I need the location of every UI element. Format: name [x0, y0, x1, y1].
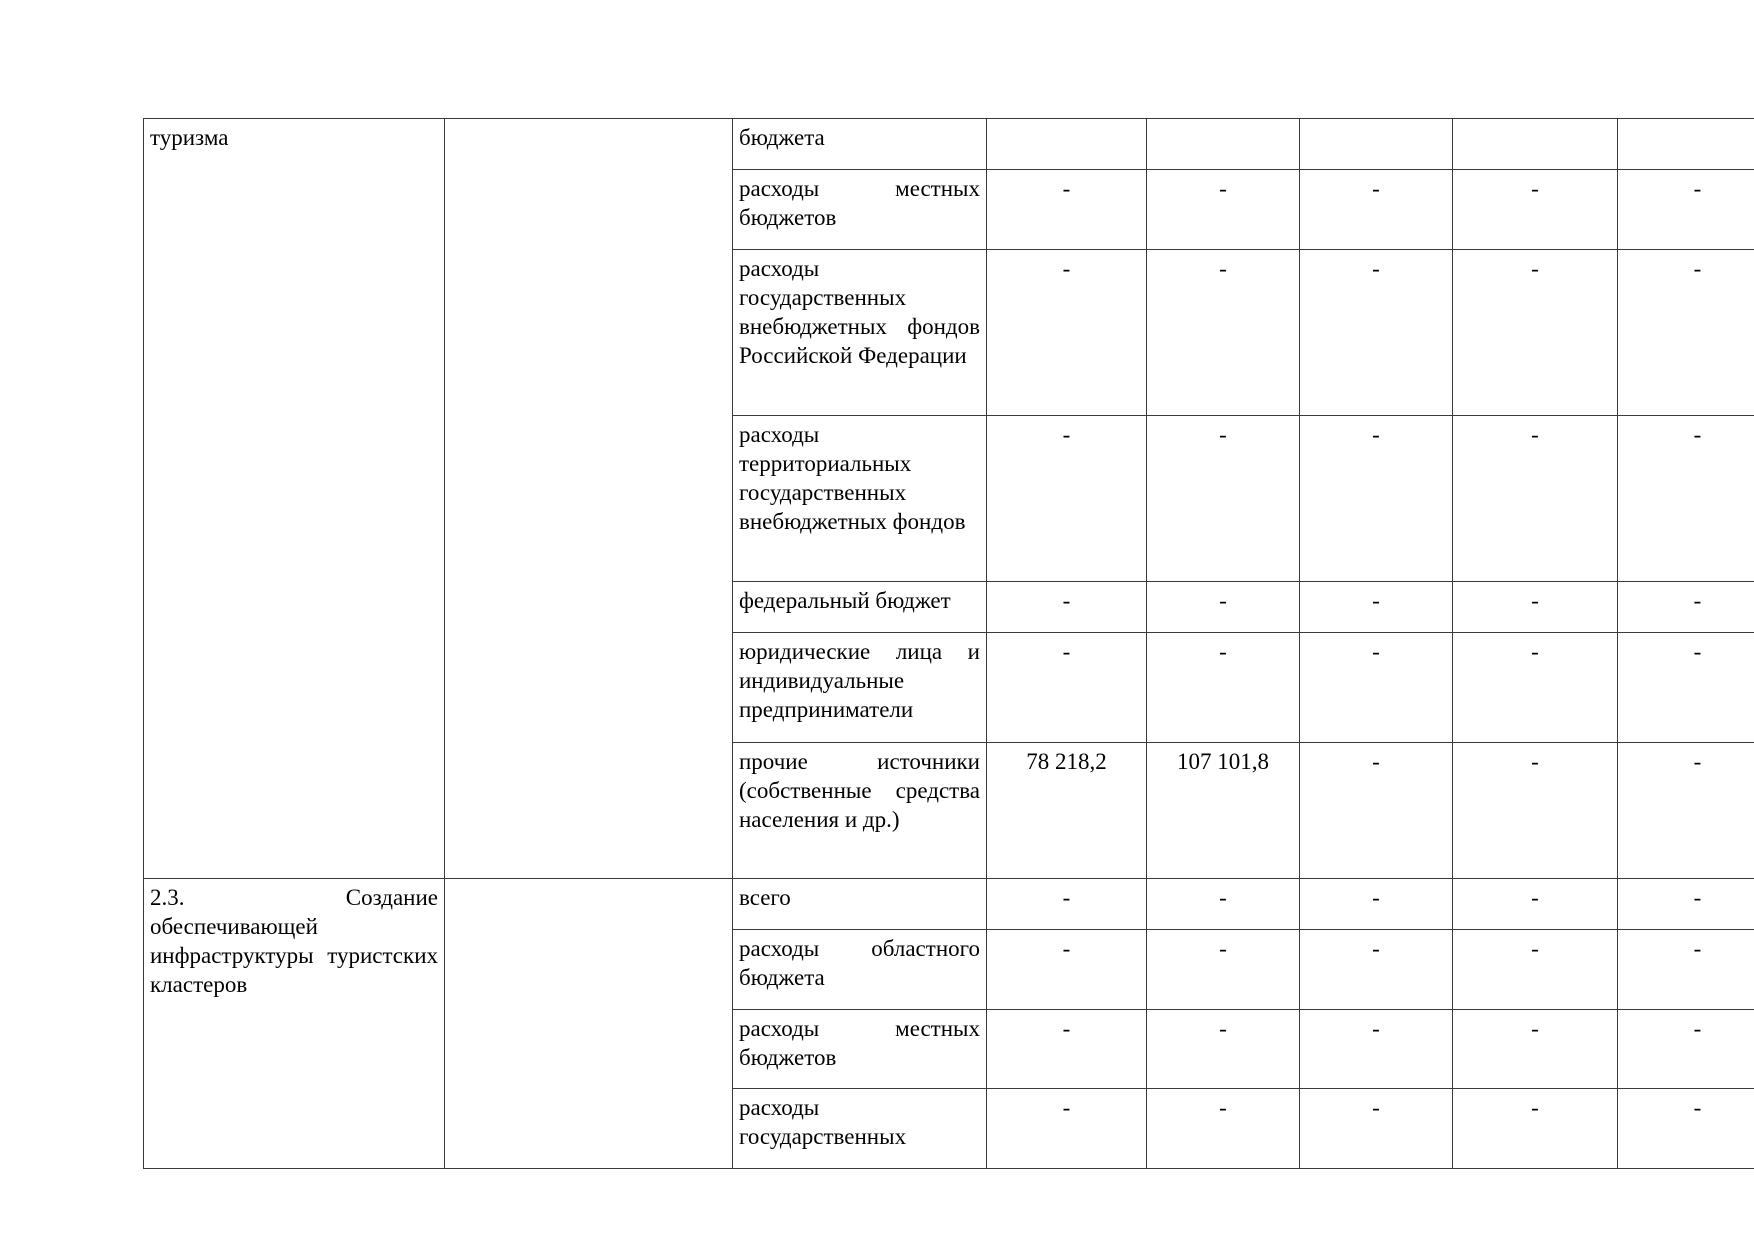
value-cell: - [987, 170, 1147, 250]
funding-source-cell: расходы государственных внебюджетных фондов Российской Федерации [733, 250, 987, 416]
value-cell: - [1300, 1010, 1453, 1089]
value-cell: - [1618, 1010, 1754, 1089]
funding-source-cell: расходы местных бюджетов [733, 1010, 987, 1089]
funding-source-cell: расходы государственных [733, 1089, 987, 1169]
funding-source-cell: расходы местных бюджетов [733, 170, 987, 250]
value-cell: - [1300, 170, 1453, 250]
value-cell: - [1147, 1089, 1300, 1169]
value-cell: - [1147, 416, 1300, 582]
responsible-cell [445, 119, 733, 879]
value-cell: - [1453, 633, 1618, 743]
value-cell: - [987, 582, 1147, 633]
funding-source-cell: федеральный бюджет [733, 582, 987, 633]
value-cell: - [1618, 879, 1754, 930]
value-cell: - [987, 250, 1147, 416]
value-cell: - [987, 1089, 1147, 1169]
value-cell [1147, 119, 1300, 170]
funding-source-cell: бюджета [733, 119, 987, 170]
value-cell: - [1453, 1010, 1618, 1089]
funding-source-cell: прочие источники (собственные средства населения и др.) [733, 743, 987, 879]
funding-source-cell: всего [733, 879, 987, 930]
value-cell [987, 119, 1147, 170]
value-cell: - [1453, 416, 1618, 582]
value-cell: - [1453, 879, 1618, 930]
value-cell: - [1453, 582, 1618, 633]
value-cell: - [1618, 930, 1754, 1010]
value-cell: - [1300, 743, 1453, 879]
value-cell: - [987, 930, 1147, 1010]
value-cell: - [1300, 1089, 1453, 1169]
value-cell: - [1300, 416, 1453, 582]
value-cell: - [1300, 930, 1453, 1010]
responsible-cell [445, 879, 733, 1169]
table-row [144, 119, 1754, 170]
value-cell: - [1300, 633, 1453, 743]
value-cell: - [1453, 743, 1618, 879]
value-cell [1300, 119, 1453, 170]
value-cell: - [987, 1010, 1147, 1089]
value-cell: - [1147, 930, 1300, 1010]
value-cell: - [1453, 930, 1618, 1010]
value-cell: - [1147, 582, 1300, 633]
value-cell: - [1618, 1089, 1754, 1169]
value-cell [1618, 119, 1754, 170]
activity-name-cell: туризма [144, 119, 445, 879]
value-cell: - [1618, 250, 1754, 416]
value-cell: 78 218,2 [987, 743, 1147, 879]
value-cell: - [1147, 170, 1300, 250]
value-cell: 107 101,8 [1147, 743, 1300, 879]
budget-table [143, 118, 1754, 1169]
value-cell: - [1147, 633, 1300, 743]
value-cell: - [987, 416, 1147, 582]
value-cell: - [1147, 879, 1300, 930]
funding-source-cell: юридические лица и индивидуальные предприниматели [733, 633, 987, 743]
value-cell: - [1300, 250, 1453, 416]
value-cell: - [1618, 633, 1754, 743]
value-cell: - [1147, 1010, 1300, 1089]
value-cell: - [1618, 416, 1754, 582]
value-cell: - [1453, 250, 1618, 416]
value-cell: - [987, 879, 1147, 930]
funding-source-cell: расходы областного бюджета [733, 930, 987, 1010]
funding-source-cell: расходы территориальных государственных внебюджетных фондов [733, 416, 987, 582]
activity-name-cell: 2.3. Создание обеспечивающей инфраструктуры туристских кластеров [144, 879, 445, 1169]
value-cell: - [1300, 582, 1453, 633]
value-cell: - [1453, 170, 1618, 250]
value-cell: - [1618, 582, 1754, 633]
value-cell: - [1618, 743, 1754, 879]
value-cell [1453, 119, 1618, 170]
value-cell: - [987, 633, 1147, 743]
value-cell: - [1147, 250, 1300, 416]
value-cell: - [1300, 879, 1453, 930]
table-row [144, 879, 1754, 930]
value-cell: - [1618, 170, 1754, 250]
value-cell: - [1453, 1089, 1618, 1169]
budget-table-body [144, 119, 1754, 1169]
